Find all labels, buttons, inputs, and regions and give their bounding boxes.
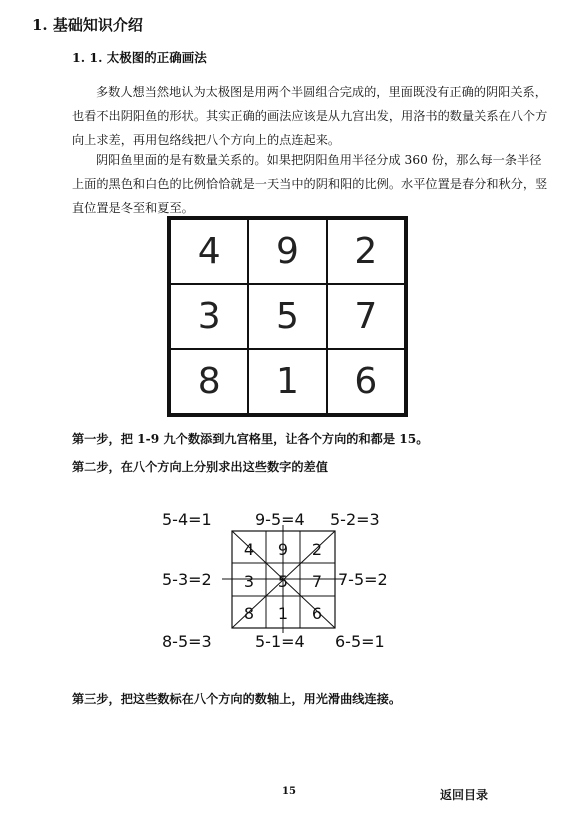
difference-label-top-center: 9-5=4 bbox=[255, 510, 305, 529]
diagram-cell: 8 bbox=[243, 604, 255, 623]
grid-cell: 2 bbox=[327, 219, 405, 284]
diagram-cell: 1 bbox=[277, 604, 289, 623]
step-3: 第三步，把这些数标在八个方向的数轴上，用光滑曲线连接。 bbox=[72, 692, 402, 706]
diagram-cell: 9 bbox=[277, 540, 289, 559]
difference-label-mid-left: 5-3=2 bbox=[162, 570, 212, 589]
step-2: 第二步，在八个方向上分别求出这些数字的差值 bbox=[72, 460, 328, 474]
paragraph-2: 阴阳鱼里面的是有数量关系的。如果把阴阳鱼用半径分成 360 份，那么每一条半径上面的黑色和白色的比例恰恰就是一天当中的阴和阳的比例。水平位置是春分和秋分，竖直位置是冬至和夏至。 bbox=[72, 153, 548, 215]
diagram-cell: 5 bbox=[277, 572, 289, 591]
diagram-cell: 3 bbox=[243, 572, 255, 591]
magic-square-grid bbox=[167, 216, 408, 417]
section-heading: 1. 基础知识介绍 bbox=[32, 16, 143, 34]
step-1: 第一步，把 1-9 九个数添到九宫格里，让各个方向的和都是 15。 bbox=[72, 432, 429, 446]
difference-label-mid-right: 7-5=2 bbox=[338, 570, 388, 589]
back-to-toc-link[interactable]: 返回目录 bbox=[440, 788, 489, 802]
diagram-cell: 4 bbox=[243, 540, 255, 559]
grid-cell: 8 bbox=[170, 349, 248, 414]
diagram-cell: 7 bbox=[311, 572, 323, 591]
difference-label-bottom-right: 6-5=1 bbox=[335, 632, 385, 651]
difference-label-bottom-left: 8-5=3 bbox=[162, 632, 212, 651]
subsection-heading: 1. 1. 太极图的正确画法 bbox=[72, 50, 207, 65]
difference-label-top-left: 5-4=1 bbox=[162, 510, 212, 529]
page-number: 15 bbox=[282, 786, 296, 797]
grid-cell: 7 bbox=[327, 284, 405, 349]
difference-diagram bbox=[160, 505, 420, 655]
grid-cell: 6 bbox=[327, 349, 405, 414]
grid-cell: 4 bbox=[170, 219, 248, 284]
paragraph-1: 多数人想当然地认为太极图是用两个半圆组合完成的，里面既没有正确的阴阳关系，也看不出阴阳鱼的形状。其实正确的画法应该是从九宫出发，用洛书的数量关系在八个方向上求差，再用包络线把八个方向上的点连起来。 bbox=[72, 85, 548, 147]
difference-label-bottom-center: 5-1=4 bbox=[255, 632, 305, 651]
grid-cell: 3 bbox=[170, 284, 248, 349]
diagram-cell: 6 bbox=[311, 604, 323, 623]
grid-cell: 9 bbox=[248, 219, 326, 284]
difference-label-top-right: 5-2=3 bbox=[330, 510, 380, 529]
diagram-cell: 2 bbox=[311, 540, 323, 559]
grid-cell: 1 bbox=[248, 349, 326, 414]
grid-cell: 5 bbox=[248, 284, 326, 349]
